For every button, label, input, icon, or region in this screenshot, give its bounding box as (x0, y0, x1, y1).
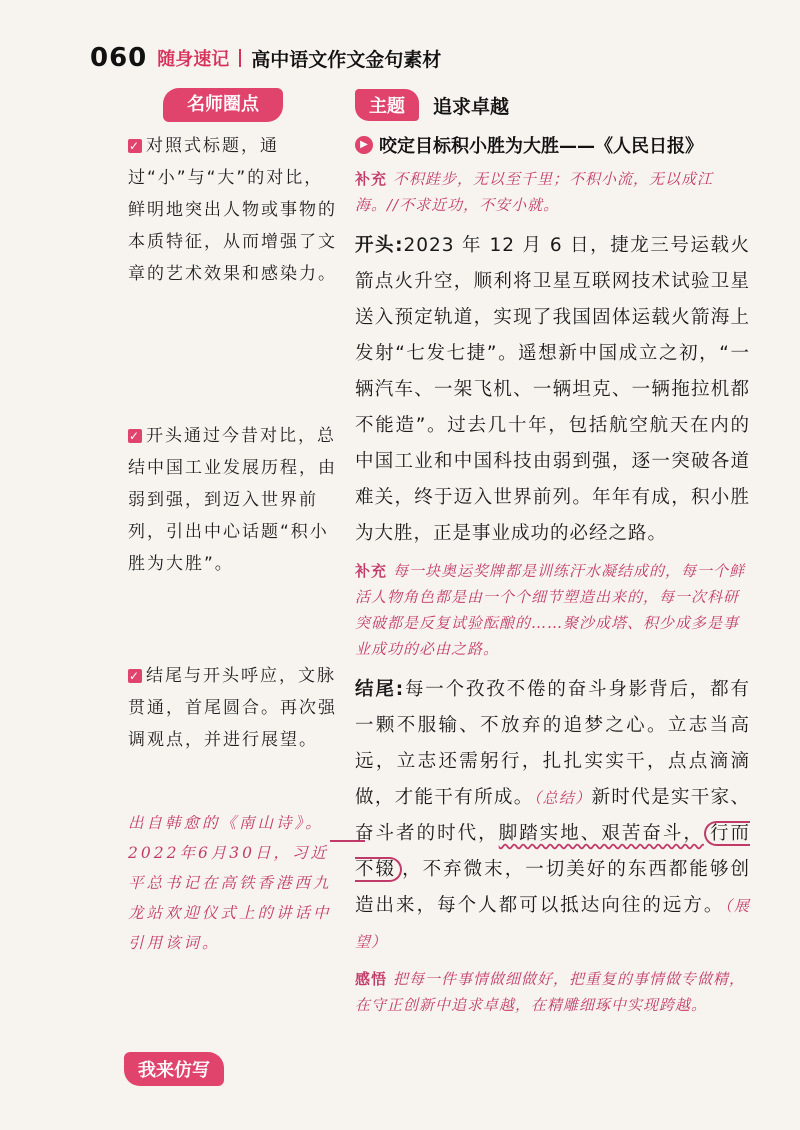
headline-text: 咬定目标积小胜为大胜——《人民日报》 (379, 136, 703, 157)
opening-text: 2023 年 12 月 6 日，捷龙三号运载火箭点火升空，顺利将卫星互联网技术试验卫星送入预定轨道，实现了我国固体运载火箭海上发射“七发七捷”。遥想新中国成立之初，“一辆汽车、一架飞机、一辆坦克、一辆拖拉机都不能造”。过去几十年，包括航空航天在内的中国工业和中国科技由弱到强，逐一突破各道难关，终于迈入世界前列。年年有成，积小胜为大胜，正是事业成功的必经之路。 (355, 235, 750, 544)
ending-underlined-phrase: 脚踏实地、艰苦奋斗， (498, 823, 704, 844)
ending-text-3: ，不弃微末，一切美好的东西都能够创造出来，每个人都可以抵达向往的远方。 (355, 859, 750, 916)
supplement-label: 补充 (355, 170, 388, 188)
topic-badge: 主题 (355, 89, 419, 121)
ending-paragraph (355, 672, 750, 960)
ending-note-outlook: （展望） (355, 897, 750, 951)
topic-title: 追求卓越 (433, 95, 510, 118)
series-name: 随身速记 (157, 49, 230, 70)
check-icon: ✓ (128, 139, 142, 153)
supplement-label: 补充 (355, 562, 388, 580)
teacher-notes-column (128, 88, 338, 952)
note-opening-text: 开头通过今昔对比，总结中国工业发展历程，由弱到强，到迈入世界前列，引出中心话题“积小胜为大胜”。 (128, 426, 337, 574)
note-ending-text: 结尾与开头呼应，文脉贯通，首尾圆合。再次强调观点，并进行展望。 (128, 666, 337, 750)
note-title-text: 对照式标题，通过“小”与“大”的对比，鲜明地突出人物或事物的本质特征，从而增强了文章的艺术效果和感染力。 (128, 136, 337, 284)
ending-text-2: 新时代是实干家、奋斗者的时代， (355, 787, 750, 844)
book-title: 高中语文作文金句素材 (251, 48, 442, 71)
reflection-label: 感悟 (355, 970, 388, 988)
article-headline (355, 132, 750, 158)
opening-paragraph (355, 228, 750, 552)
reflection (355, 966, 750, 1018)
ending-label: 结尾: (355, 679, 405, 700)
supplement-2-text: 每一块奥运奖牌都是训练汗水凝结成的，每一个鲜活人物角色都是由一个个细节塑造出来的，每一次科研突破都是反复试验酝酿的……聚沙成塔、积少成多是事业成功的必由之路。 (355, 562, 746, 658)
page-header (90, 38, 441, 78)
handwritten-source-note: 出自韩愈的《南山诗》。2022年6月30日，习近平总书记在高铁香港西九龙站欢迎仪式上的讲话中引用该词。 (128, 814, 332, 952)
check-icon: ✓ (128, 429, 142, 443)
note-title (128, 130, 338, 290)
topic-row (355, 88, 750, 122)
header-divider (239, 49, 241, 67)
play-icon: ▶ (355, 136, 373, 154)
ending-note-summary: （总结） (533, 789, 592, 807)
supplement-1-text: 不积跬步，无以至千里；不积小流，无以成江海。//不求近功，不安小就。 (355, 170, 714, 214)
teacher-notes-badge: 名师圈点 (163, 88, 283, 122)
check-icon: ✓ (128, 669, 142, 683)
reflection-text: 把每一件事情做细做好，把重复的事情做专做精，在守正创新中追求卓越，在精雕细琢中实现跨越。 (355, 970, 746, 1014)
ending-text-1: 每一个孜孜不倦的奋斗身影背后，都有一颗不服输、不放弃的追梦之心。立志当高远，立志还需躬行，扎扎实实干，点点滴滴做，才能干有所成。 (355, 679, 750, 808)
supplement-1 (355, 166, 750, 218)
note-opening (128, 420, 338, 580)
imitation-writing-badge: 我来仿写 (124, 1052, 224, 1086)
supplement-2 (355, 558, 750, 662)
opening-label: 开头: (355, 235, 404, 256)
note-ending (128, 660, 338, 756)
page-number: 060 (90, 43, 148, 73)
article-column (355, 88, 750, 1018)
ending-circled-phrase: 行而不辍 (355, 823, 750, 880)
